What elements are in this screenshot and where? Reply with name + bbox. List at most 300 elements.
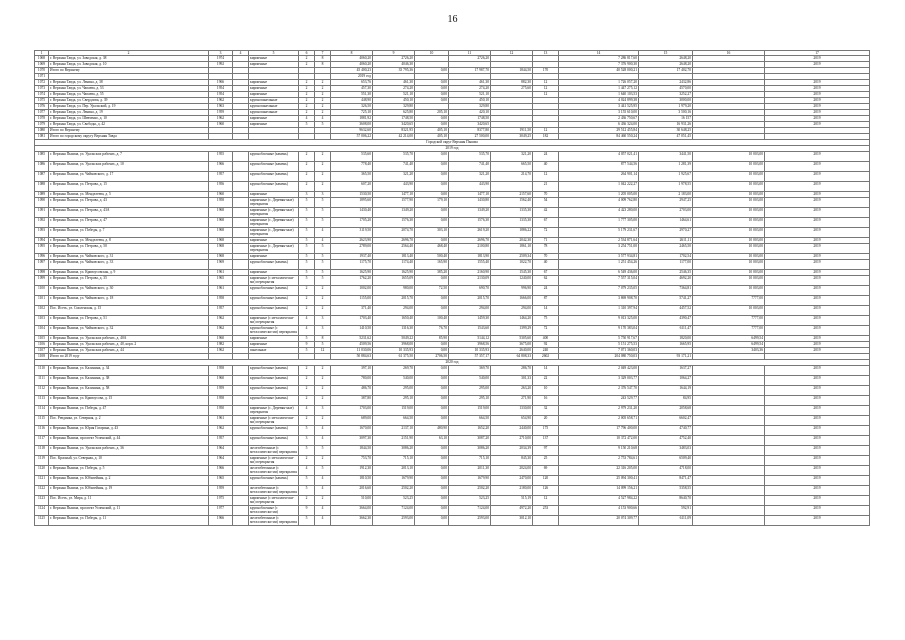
table-cell: 607,20 [331,182,373,192]
table-row [35,228,870,238]
table-cell: 303,10 [415,228,449,238]
table-cell: г. Верхняя Пышма, ул. Менделеева, д. 5 [49,192,209,198]
table-cell: 1071 [35,74,49,80]
table-row [35,496,870,506]
table-cell: 3086,20 [449,446,491,456]
table-cell: 205,10 [415,110,449,116]
table-cell: 1844,50 [331,446,373,456]
table-cell: крупноблочные (камень) [249,172,299,182]
table-cell: 1094 [35,238,49,244]
table-cell: 1576,30 [449,218,491,228]
table-cell: 2019 [765,98,870,104]
column-number: 4 [233,51,249,56]
table-cell: 175 [533,426,559,436]
table-cell: 1410,50 [331,326,373,336]
table-cell: железобетонные (с металлически-ми) перекрытия [250,486,297,494]
table-cell: 0,00 [415,152,449,162]
table-cell: 1 205 005,00 [559,192,639,198]
table-cell: 1115 [35,416,49,426]
table-cell: 1966 [209,516,233,526]
table-cell: 1961 [209,416,233,426]
table-cell: 2502,20 [373,486,415,496]
table-cell [233,416,249,426]
table-cell: 0,00 [415,68,449,74]
table-cell [233,506,249,516]
table-cell: 2 [299,92,315,98]
table-cell: 0,00 [415,276,449,286]
table-cell: 1969 [209,260,233,270]
table-cell: 1089 [35,192,49,198]
table-cell: 540,00 [373,376,415,386]
table-cell: 2019 [765,182,870,192]
table-cell: 1064,27 [639,376,693,386]
table-cell: 0,00 [415,116,449,122]
table-cell: 0,00 [415,406,449,416]
table-cell: 3 869 908,70 [559,296,639,306]
table-cell: г. Верхняя Пышма, проспект Успенский, д. 44 [49,436,209,446]
table-cell: 2 [315,182,331,192]
table-cell: 321,20 [449,172,491,182]
table-cell: крупноблочные (камень) [249,296,299,306]
table-cell: 2465,50 [639,244,693,254]
table-cell: 2696,70 [373,238,415,244]
table-cell: 2 [315,92,331,98]
table-cell: 2 [315,104,331,110]
table-cell: 12 [533,80,559,86]
table-cell [233,260,249,270]
table-cell: 4 527 984,22 [559,496,639,506]
table-cell: г. Верхняя Пышма, ул. Уральских рабочих, д. 40А [49,336,209,342]
table-cell [233,208,249,218]
table-cell: 2019 [765,104,870,110]
table-cell: 3608,00 [331,122,373,128]
table-cell: г. Верхняя Пышма, ул. Чайковского, д. 17 [49,172,209,182]
table-cell: 1961 [209,286,233,296]
table-cell: 0,00 [415,218,449,228]
table-cell: 2019 [765,396,870,406]
table-cell: 3 441 525,95 [559,104,639,110]
table-cell: г. Верхняя Пышма, ул. Калинина, д. 34 [49,366,209,376]
table-cell: 2019 [765,80,870,86]
table-cell: г. Верхняя Тавда, ул. Заводская, д. 38 [49,56,209,62]
column-number: 16 [693,51,765,56]
table-cell: 75 [533,316,559,326]
table-cell: 4 [315,436,331,446]
table-cell: 690,70 [449,286,491,296]
table-cell: 2 [315,396,331,406]
table-cell: кирпичные [249,122,299,128]
table-cell: 25 [533,456,559,466]
table-cell: 1810,50 [331,476,373,486]
table-cell: 1955 [209,152,233,162]
table-cell: 443,90 [449,182,491,192]
table-cell: 16 [533,396,559,406]
table-cell: 3662,30 [331,516,373,526]
table-cell: 5 [315,244,331,254]
table-cell [693,456,765,466]
table-cell: 301,33 [491,376,533,386]
table-cell: 0,00 [415,80,449,86]
table-cell [233,466,249,476]
table-cell: 1702,54 [639,254,693,260]
table-cell: 5 [299,486,315,496]
table-cell: 1861,10 [491,244,533,254]
table-cell: 400 [533,336,559,342]
table-cell: 4 [315,486,331,496]
table-cell: 1881,92 [331,116,373,122]
table-cell: 10 003,00 [693,260,765,270]
table-cell: 0,00 [415,238,449,244]
table-cell: 1960 [209,376,233,386]
table-cell: железобетонные (с металлически-ми) перекрытия [250,516,297,524]
table-cell: 2 [315,376,331,386]
table-cell: 1 726 057,20 [559,80,639,86]
table-cell: 3968,56 [449,342,491,348]
table-cell: 1966 [209,162,233,172]
table-cell [233,406,249,416]
table-cell: 665,50 [491,162,533,172]
table-cell: 2019 [765,56,870,62]
table-cell: 1111 [35,376,49,386]
table-cell: 882,30 [491,80,533,86]
table-cell: 461,30 [373,80,415,86]
table-cell: г. Верхняя Пышма, ул. Победы, д. 7 [49,228,209,238]
table-cell: 3000,00 [639,98,693,104]
table-cell: 2 005 658,71 [559,416,639,426]
table-row [35,260,870,270]
table-cell: 2074,70 [373,228,415,238]
table-cell: 2019 [765,198,870,208]
table-cell [233,198,249,208]
table-cell: 1959 [209,386,233,396]
table-cell: 1335,30 [491,218,533,228]
table-cell: 1081 [35,134,49,140]
table-cell: 3 [315,316,331,326]
table-cell: 2 [315,172,331,182]
table-cell: 2602 [533,354,559,360]
table-cell: 78 [533,244,559,254]
table-cell: 4692,20 [639,276,693,286]
table-cell: 461,30 [449,80,491,86]
table-cell: 32 [533,406,559,416]
table-cell: 7777,00 [693,316,765,326]
table-cell: 5 [315,466,331,476]
table-cell: 2019 [765,506,870,516]
table-cell: крупноблочные (камень) [249,386,299,396]
table-cell: 1080 [35,128,49,134]
table-cell: 3 [315,326,331,336]
table-cell: 12 [533,172,559,182]
table-row [35,326,870,336]
table-cell: 457,30 [331,86,373,92]
table-cell: 12 [315,348,331,354]
table-cell: кирпичные [249,270,299,276]
table-cell [693,466,765,476]
table-cell [693,436,765,446]
table-cell: 295,10 [449,396,491,406]
table-cell: 1625,90 [331,270,373,276]
table-cell: 0,00 [415,366,449,376]
table-cell: 1911,50 [491,128,533,134]
table-cell: крупноблочные (камень) [249,376,299,386]
table-cell: 14 099 156,21 [559,486,639,496]
table-cell: 1748,50 [373,116,415,122]
table-cell [233,306,249,316]
table-cell [693,376,765,386]
table-row [35,386,870,396]
table-cell: 1102 [35,306,49,316]
table-cell: 1349,20 [373,208,415,218]
table-cell: 397,10 [331,366,373,376]
table-cell: 27 500,00 [449,134,491,140]
table-cell [233,376,249,386]
table-cell: 7 376 900,30 [559,62,639,68]
table-cell: 10 003,00 [693,218,765,228]
table-cell: 1316,30 [373,326,415,336]
table-cell: 1096 [35,254,49,260]
table-cell: 1577,90 [373,198,415,208]
table-cell: 2151,90 [373,436,415,446]
table-cell: 4 [315,426,331,436]
table-cell: 1703,40 [331,316,373,326]
table-cell: 5 179 231,67 [559,228,639,238]
table-cell: 10 003,00 [693,270,765,276]
table-cell: 2019 год [331,74,373,80]
table-cell: 2611,11 [639,238,693,244]
table-cell: 1076 [35,104,49,110]
table-cell: г. Верхняя Пышма, ул. Юбилейная, д. 19 [49,486,209,496]
table-cell: 2019 [765,436,870,446]
table-cell: 3403,36 [693,348,765,354]
table-cell: 1748,50 [449,116,491,122]
table-cell: 2019 [765,386,870,396]
table-cell: 2024,00 [491,466,533,476]
table-cell: 5 750 917,67 [559,336,639,342]
table-cell: 2 [299,296,315,306]
table-cell: 0,00 [415,376,449,386]
table-cell: 2 [315,416,331,426]
table-cell: 9 170 383,04 [559,326,639,336]
table-cell: 269,70 [373,366,415,376]
table-cell: 1962 [209,316,233,326]
table-cell: 2 [315,366,331,376]
table-cell: 14 [533,366,559,376]
table-cell: 480,90 [415,426,449,436]
table-cell: 387,80 [331,396,373,406]
table-cell: 2 [299,376,315,386]
table-cell: 1335,30 [491,208,533,218]
table-cell: 5 [299,516,315,526]
table-cell: 6 549 436,00 [559,270,639,276]
table-cell: крупноблочные (с металлически-ми) перекрытия [250,326,297,334]
table-cell: 5305,60 [491,336,533,342]
table-cell: 521,10 [449,92,491,98]
table-cell: 6111,09 [639,516,693,526]
table-cell: 10 003,00 [693,286,765,296]
table-cell: 295,00 [449,386,491,396]
table-cell: 4509,56 [331,342,373,348]
table-cell: 0,00 [415,516,449,526]
table-cell: 450,10 [373,98,415,104]
table-cell: 2 [299,286,315,296]
table-cell: 2058,68 [639,406,693,416]
table-cell: 2019 [765,456,870,466]
table-cell: 10 003,00 [693,198,765,208]
table-cell: 7 071 360,03 [559,348,639,354]
table-cell: 2 [299,386,315,396]
column-number: 13 [533,51,559,56]
table-cell: 1077 [35,110,49,116]
table-cell: 295,10 [373,396,415,406]
table-cell: 21 [533,182,559,192]
table-cell: Пос. Исеть, ул. Смоленская, д. 15 [49,306,209,316]
table-cell: 1464,61 [639,218,693,228]
table-cell: 1091 [35,208,49,218]
table-cell: 1977 [209,506,233,516]
table-cell: 275,60 [491,86,533,92]
table-cell: г. Верхняя Пышма, ул. Уральских рабочих, д. 7 [49,152,209,162]
table-cell: 10 003,00 [693,254,765,260]
table-cell: г. Верхняя Пышма, ул. Петрова, д. 35 [49,276,209,286]
table-cell: 2019 [765,476,870,486]
table-cell: 2696,70 [449,238,491,244]
table-cell: 1073 [35,86,49,92]
table-cell: 1813,90 [449,254,491,260]
table-cell: 845,30 [491,456,533,466]
table-cell: 3097,30 [331,436,373,446]
table-cell: 2019 [765,296,870,306]
table-cell: 1950 [209,406,233,416]
table-cell: 4 153 900,66 [559,506,639,516]
table-cell: 294,00 [491,306,533,316]
table-cell: 2970,27 [639,228,693,238]
table-row [35,466,870,476]
table-cell: крупноблочные (камень) [249,306,299,316]
table-cell: 443,90 [373,182,415,192]
table-cell: 1120 [35,466,49,476]
table-row [35,456,870,466]
table-cell: 1962 [209,116,233,122]
table-cell: г. Верхняя Пышма, ул. Чайковского, д. 30 [49,286,209,296]
table-cell: 8640,70 [639,496,693,506]
table-cell: 3664,00 [331,506,373,516]
table-cell: 263,20 [491,386,533,396]
column-number: 8 [331,51,373,56]
table-cell: 10 003,00 [693,276,765,286]
table-cell: г. Верхняя Тавда, ул. Шевченко, д. 10 [49,116,209,122]
section-title: Городской округ Верхняя Пышма [35,140,870,146]
table-cell: 1679,90 [449,476,491,486]
table-cell: 10 003,00 [693,244,765,254]
table-cell: 7 286 817,60 [559,56,639,62]
table-cell: 22 316 205,00 [559,466,639,476]
table-cell: 5 [315,208,331,218]
table-row [35,446,870,456]
table-cell: 1625,90 [373,270,415,276]
table-cell: крупнопанельные [249,110,299,116]
table-cell: 2019 [765,152,870,162]
table-cell: 17 987,70 [449,68,491,74]
table-cell: кирпичные [249,336,299,342]
table-cell: 1070 [35,68,49,74]
table-cell: 17 796 400,00 [559,426,639,436]
table-cell: 7124,00 [373,506,415,516]
table-cell: 1174,40 [373,260,415,270]
page-number: 16 [447,14,458,25]
table-cell [693,486,765,496]
table-row [35,366,870,376]
table-cell: 2703,00 [639,208,693,218]
table-cell: 69 [533,466,559,476]
table-cell [233,496,249,506]
table-cell: 5 [299,238,315,244]
table-cell: 1968 [209,218,233,228]
table-cell: г. Верхняя Пышма, ул. Петрова, д. 15 [49,182,209,192]
table-cell: 2019 [765,116,870,122]
table-cell: 3 577 934,81 [559,254,639,260]
table-cell: 1430,80 [449,198,491,208]
table-cell: 1122 [35,486,49,496]
table-cell: 1399,29 [491,326,533,336]
table-cell [233,426,249,436]
table-cell [693,416,765,426]
table-cell: 2019 [765,446,870,456]
table-cell: 5741,27 [639,296,693,306]
table-cell: 1762,20 [331,276,373,286]
table-cell: 3012,10 [491,516,533,526]
table-cell: кирпичные [249,62,299,68]
table-cell [693,516,765,526]
table-row [35,306,870,316]
table-cell: 1349,20 [449,208,491,218]
table-cell: 1085 [35,152,49,162]
table-cell: 0,00 [415,98,449,104]
table-cell: 625,80 [373,110,415,116]
table-cell: 0,00 [415,506,449,516]
table-cell: 9 [299,506,315,516]
table-cell: 1956 [209,182,233,192]
table-cell: 4060,20 [331,56,373,62]
table-cell: 741,40 [373,162,415,172]
table-cell: 2470,00 [491,476,533,486]
table-cell: 1820,00 [639,336,693,342]
table-cell: 2 [299,306,315,316]
table-cell: 1 777 305,00 [559,218,639,228]
table-cell: 1960 [209,336,233,342]
table-cell: 2019 [765,192,870,198]
table-cell: 1655,09 [373,276,415,286]
table-cell: 10 335,93 [449,348,491,354]
table-cell: 1022,70 [491,260,533,270]
table-cell: Пос. Исеть, ул. Мира, д. 11 [49,496,209,506]
table-cell: 84,95 [639,396,693,406]
table-cell: 1960 [209,122,233,128]
table-cell: 5 [299,476,315,486]
table-cell: 1963 [209,104,233,110]
table-cell: 67 [533,270,559,276]
table-cell: 2013,10 [373,466,415,476]
table-cell: 3119,50 [331,228,373,238]
table-cell: 30 648,25 [639,128,693,134]
table-cell: 2 [315,296,331,306]
table-cell: 3420,65 [449,122,491,128]
table-cell: 2160,90 [449,270,491,276]
table-cell: 1002,00 [331,286,373,296]
table-row [35,208,870,218]
table-cell: г. Верхняя Пышма, ул. Чайковского, д. 32 [49,326,209,336]
table-cell [233,276,249,286]
table-cell: Пос. Красный, ул. Северная, д. 10 [49,456,209,466]
